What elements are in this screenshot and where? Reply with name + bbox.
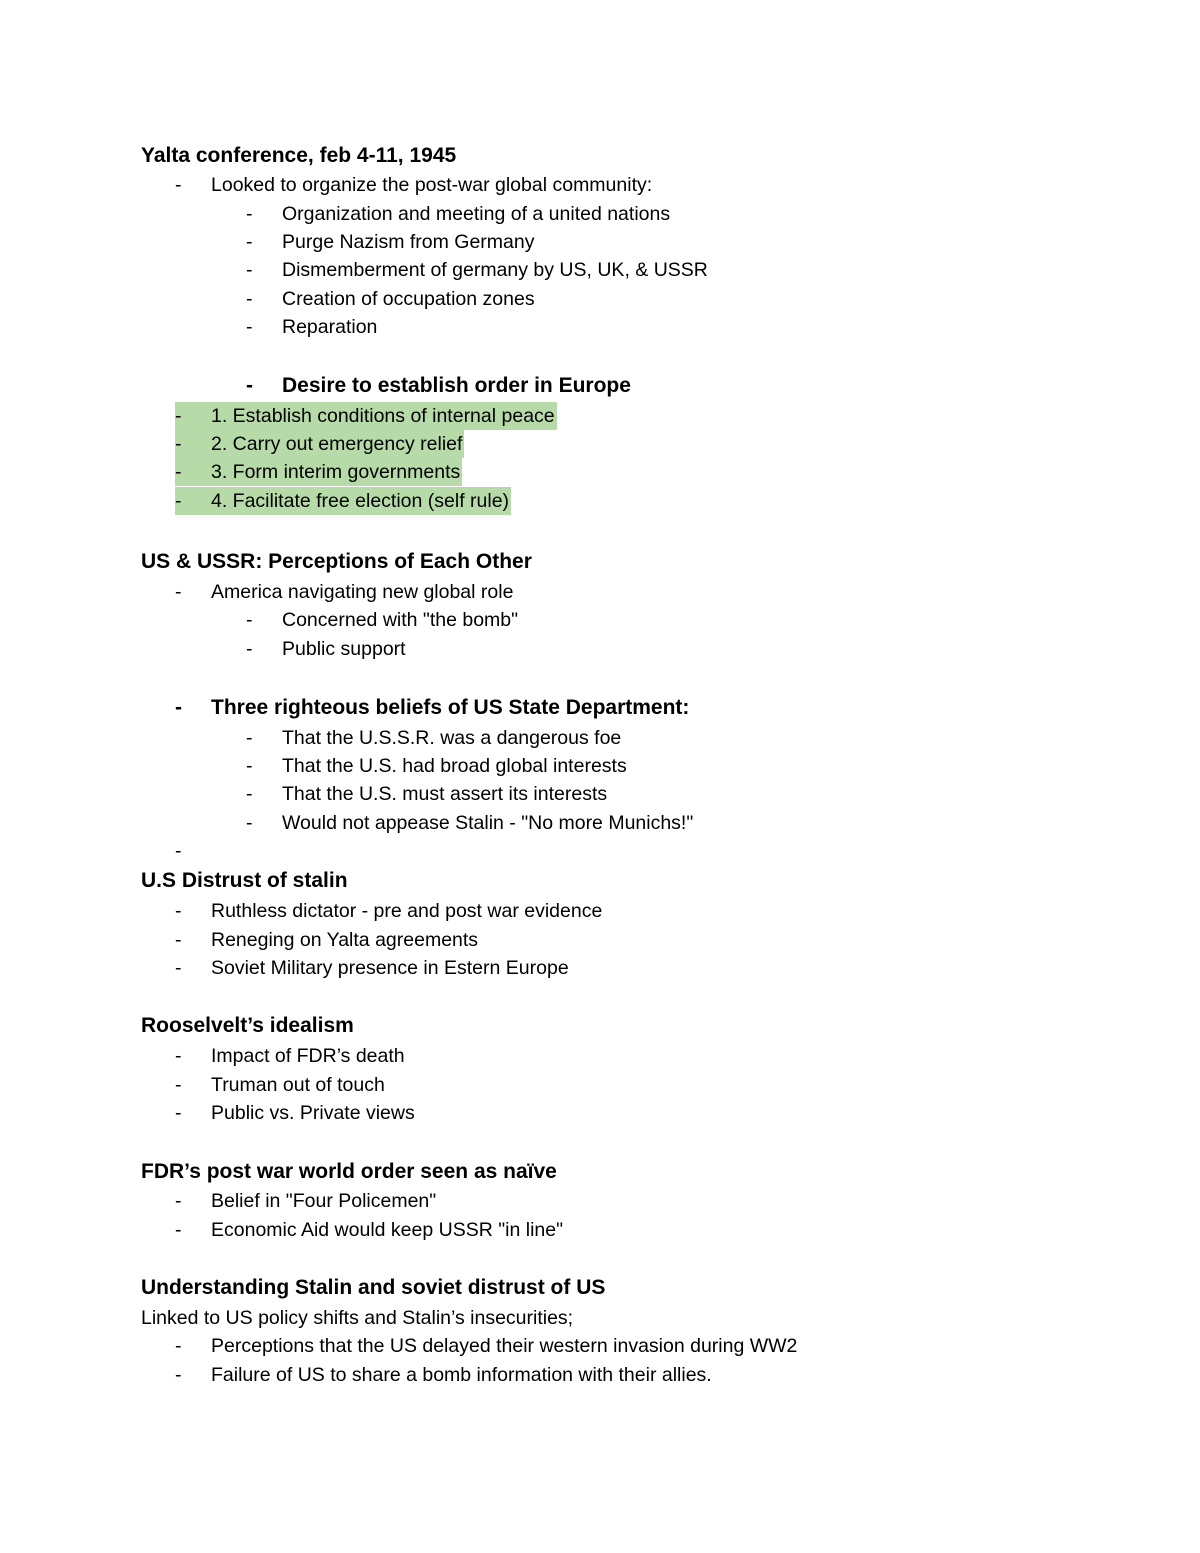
item-text: Dismemberment of germany by US, UK, & USSR [282, 259, 708, 281]
item-text: Public vs. Private views [211, 1102, 415, 1124]
list-item [175, 1332, 797, 1360]
bullet-dash: - [175, 1045, 182, 1067]
subheading-order [246, 372, 631, 400]
item-text: Reneging on Yalta agreements [211, 929, 479, 951]
item-text: Public support [282, 638, 406, 660]
list-item [246, 780, 607, 808]
heading-distrust: U.S Distrust of stalin [141, 869, 348, 892]
item-text: Belief in "Four Policemen" [211, 1190, 437, 1212]
list-item [175, 926, 478, 954]
bullet-dash: - [175, 1219, 182, 1241]
item-text: America navigating new global role [211, 581, 514, 603]
item-text: Would not appease Stalin - "No more Munichs!" [282, 812, 694, 834]
bullet-dash: - [175, 490, 182, 512]
list-item [246, 752, 627, 780]
item-text: Economic Aid would keep USSR "in line" [211, 1219, 564, 1241]
bullet-dash: - [175, 1364, 182, 1386]
bullet-dash: - [246, 288, 253, 310]
bullet-dash: - [175, 1074, 182, 1096]
bullet-dash: - [175, 461, 182, 483]
bullet-dash: - [175, 1102, 182, 1124]
item-text: That the U.S. must assert its interests [282, 783, 608, 805]
item-text: That the U.S. had broad global interests [282, 755, 627, 777]
item-text: Purge Nazism from Germany [282, 231, 535, 253]
bullet-dash: - [175, 433, 182, 455]
highlighted-item [175, 430, 464, 458]
item-text: Failure of US to share a bomb information with their allies. [211, 1364, 712, 1386]
highlighted-item [175, 402, 557, 430]
list-item [175, 897, 602, 925]
list-item [175, 1071, 385, 1099]
item-text: Soviet Military presence in Estern Europe [211, 957, 569, 979]
bullet-dash: - [175, 1190, 182, 1212]
list-item [246, 724, 621, 752]
list-item [246, 635, 406, 663]
bullet-dash: - [246, 638, 253, 660]
list-item [175, 1099, 415, 1127]
bullet-dash: - [246, 259, 253, 281]
bullet-dash: - [175, 957, 182, 979]
item-text: Concerned with "the bomb" [282, 609, 519, 631]
bullet-dash: - [175, 1335, 182, 1357]
paragraph-intro: Linked to US policy shifts and Stalin’s insecurities; [141, 1307, 574, 1329]
bullet-dash: - [246, 609, 253, 631]
bullet-dash: - [246, 316, 253, 338]
item-text: Perceptions that the US delayed their western invasion during WW2 [211, 1335, 798, 1357]
bullet-dash: - [246, 812, 253, 834]
bullet-dash: - [175, 405, 182, 427]
item-text: Ruthless dictator - pre and post war evidence [211, 900, 603, 922]
list-item [246, 256, 708, 284]
bullet-dash: - [246, 231, 253, 253]
list-item [246, 313, 377, 341]
item-text: 2. Carry out emergency relief [211, 433, 463, 455]
bullet-dash: - [175, 174, 182, 196]
bullet-dash: - [175, 581, 182, 603]
empty-list-item [175, 837, 211, 865]
highlighted-item [175, 487, 511, 515]
item-text: Impact of FDR’s death [211, 1045, 405, 1067]
list-item [246, 200, 670, 228]
item-text: Looked to organize the post-war global community: [211, 174, 653, 196]
list-item [175, 1361, 712, 1389]
list-item [246, 606, 518, 634]
list-item [246, 285, 535, 313]
item-text: Truman out of touch [211, 1074, 385, 1096]
item-text: 3. Form interim governments [211, 461, 461, 483]
item-text: Three righteous beliefs of US State Department: [211, 696, 690, 719]
list-item [175, 1042, 405, 1070]
list-item [246, 228, 534, 256]
heading-yalta: Yalta conference, feb 4-11, 1945 [141, 144, 457, 167]
list-item [175, 171, 652, 199]
bullet-dash: - [175, 840, 182, 862]
item-text: Reparation [282, 316, 378, 338]
item-text: Desire to establish order in Europe [282, 374, 631, 397]
heading-stalin: Understanding Stalin and soviet distrust of US [141, 1276, 606, 1299]
subheading-beliefs [175, 694, 689, 722]
bullet-dash: - [175, 929, 182, 951]
item-text: 1. Establish conditions of internal peace [211, 405, 555, 427]
bullet-dash: - [246, 203, 253, 225]
heading-perceptions: US & USSR: Perceptions of Each Other [141, 550, 532, 573]
list-item [175, 1187, 436, 1215]
bullet-dash: - [246, 374, 253, 397]
item-text: 4. Facilitate free election (self rule) [211, 490, 510, 512]
bullet-dash: - [175, 696, 182, 719]
item-text: Organization and meeting of a united nations [282, 203, 671, 225]
heading-naive: FDR’s post war world order seen as naïve [141, 1160, 557, 1183]
bullet-dash: - [175, 900, 182, 922]
item-text: Creation of occupation zones [282, 288, 535, 310]
list-item [246, 809, 693, 837]
bullet-dash: - [246, 755, 253, 777]
bullet-dash: - [246, 727, 253, 749]
list-item [175, 954, 569, 982]
highlighted-item [175, 458, 462, 486]
item-text: That the U.S.S.R. was a dangerous foe [282, 727, 622, 749]
list-item [175, 578, 513, 606]
bullet-dash: - [246, 783, 253, 805]
list-item [175, 1216, 563, 1244]
heading-idealism: Rooselvelt’s idealism [141, 1014, 354, 1037]
